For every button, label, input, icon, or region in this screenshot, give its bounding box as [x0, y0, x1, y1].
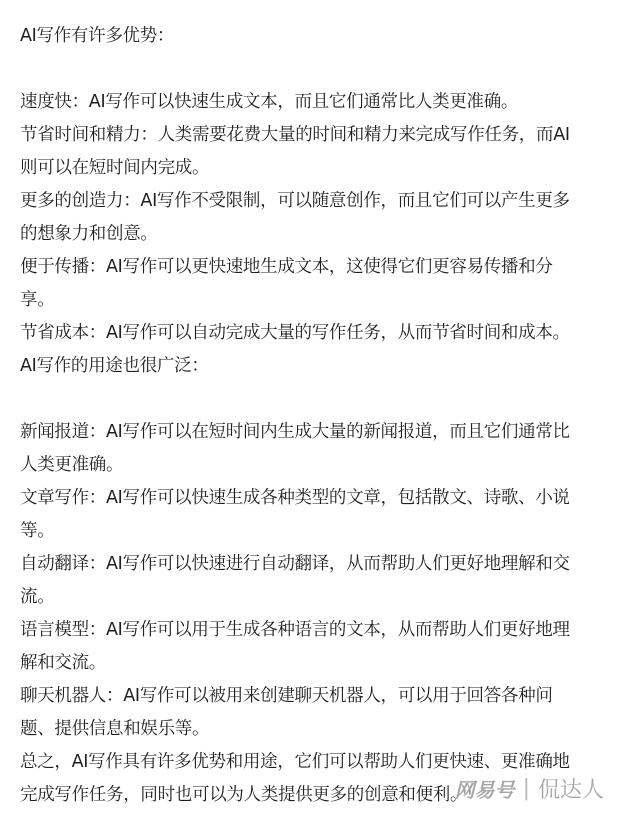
- advantage-line: 则可以在短时间内完成。: [20, 158, 210, 178]
- uses-heading: AI写作的用途也很广泛：: [20, 356, 209, 376]
- watermark-logo: 网易号: [454, 778, 515, 802]
- advantage-line: 便于传播：AI写作可以更快速地生成文本，这使得它们更容易传播和分: [20, 257, 553, 277]
- use-line: 题、提供信息和娱乐等。: [20, 719, 210, 739]
- use-line: 流。: [20, 587, 55, 607]
- advantage-line: 节省成本：AI写作可以自动完成大量的写作任务，从而节省时间和成本。: [20, 323, 570, 343]
- use-line: 文章写作：AI写作可以快速生成各种类型的文章，包括散文、诗歌、小说: [20, 488, 570, 508]
- use-line: 解和交流。: [20, 653, 106, 673]
- use-line: 语言模型：AI写作可以用于生成各种语言的文本，从而帮助人们更好地理: [20, 620, 570, 640]
- article-body: [20, 20, 605, 812]
- intro-line: AI写作有许多优势：: [20, 26, 175, 46]
- advantage-line: 速度快：AI写作可以快速生成文本，而且它们通常比人类更准确。: [20, 92, 519, 112]
- conclusion-line: 完成写作任务，同时也可以为人类提供更多的创意和便利。: [20, 785, 468, 805]
- use-line: 等。: [20, 521, 55, 541]
- conclusion-line: 总之，AI写作具有许多优势和用途，它们可以帮助人们更快速、更准确地: [20, 752, 570, 772]
- advantage-line: 节省时间和精力：人类需要花费大量的时间和精力来完成写作任务，而AI: [20, 125, 570, 145]
- advantage-line: 的想象力和创意。: [20, 224, 158, 244]
- use-line: 聊天机器人：AI写作可以被用来创建聊天机器人，可以用于回答各种问: [20, 686, 553, 706]
- use-line: 人类更准确。: [20, 455, 124, 475]
- use-line: 新闻报道：AI写作可以在短时间内生成大量的新闻报道，而且它们通常比: [20, 422, 570, 442]
- watermark-separator: |: [522, 776, 530, 801]
- paragraph-gap: [20, 383, 605, 416]
- use-line: 自动翻译：AI写作可以快速进行自动翻译，从而帮助人们更好地理解和交: [20, 554, 570, 574]
- watermark-author: 侃达人: [537, 778, 604, 803]
- advantage-line: 更多的创造力：AI写作不受限制，可以随意创作，而且它们可以产生更多: [20, 191, 570, 211]
- paragraph-gap: [20, 53, 605, 86]
- watermark: [455, 773, 604, 804]
- advantage-line: 享。: [20, 290, 55, 310]
